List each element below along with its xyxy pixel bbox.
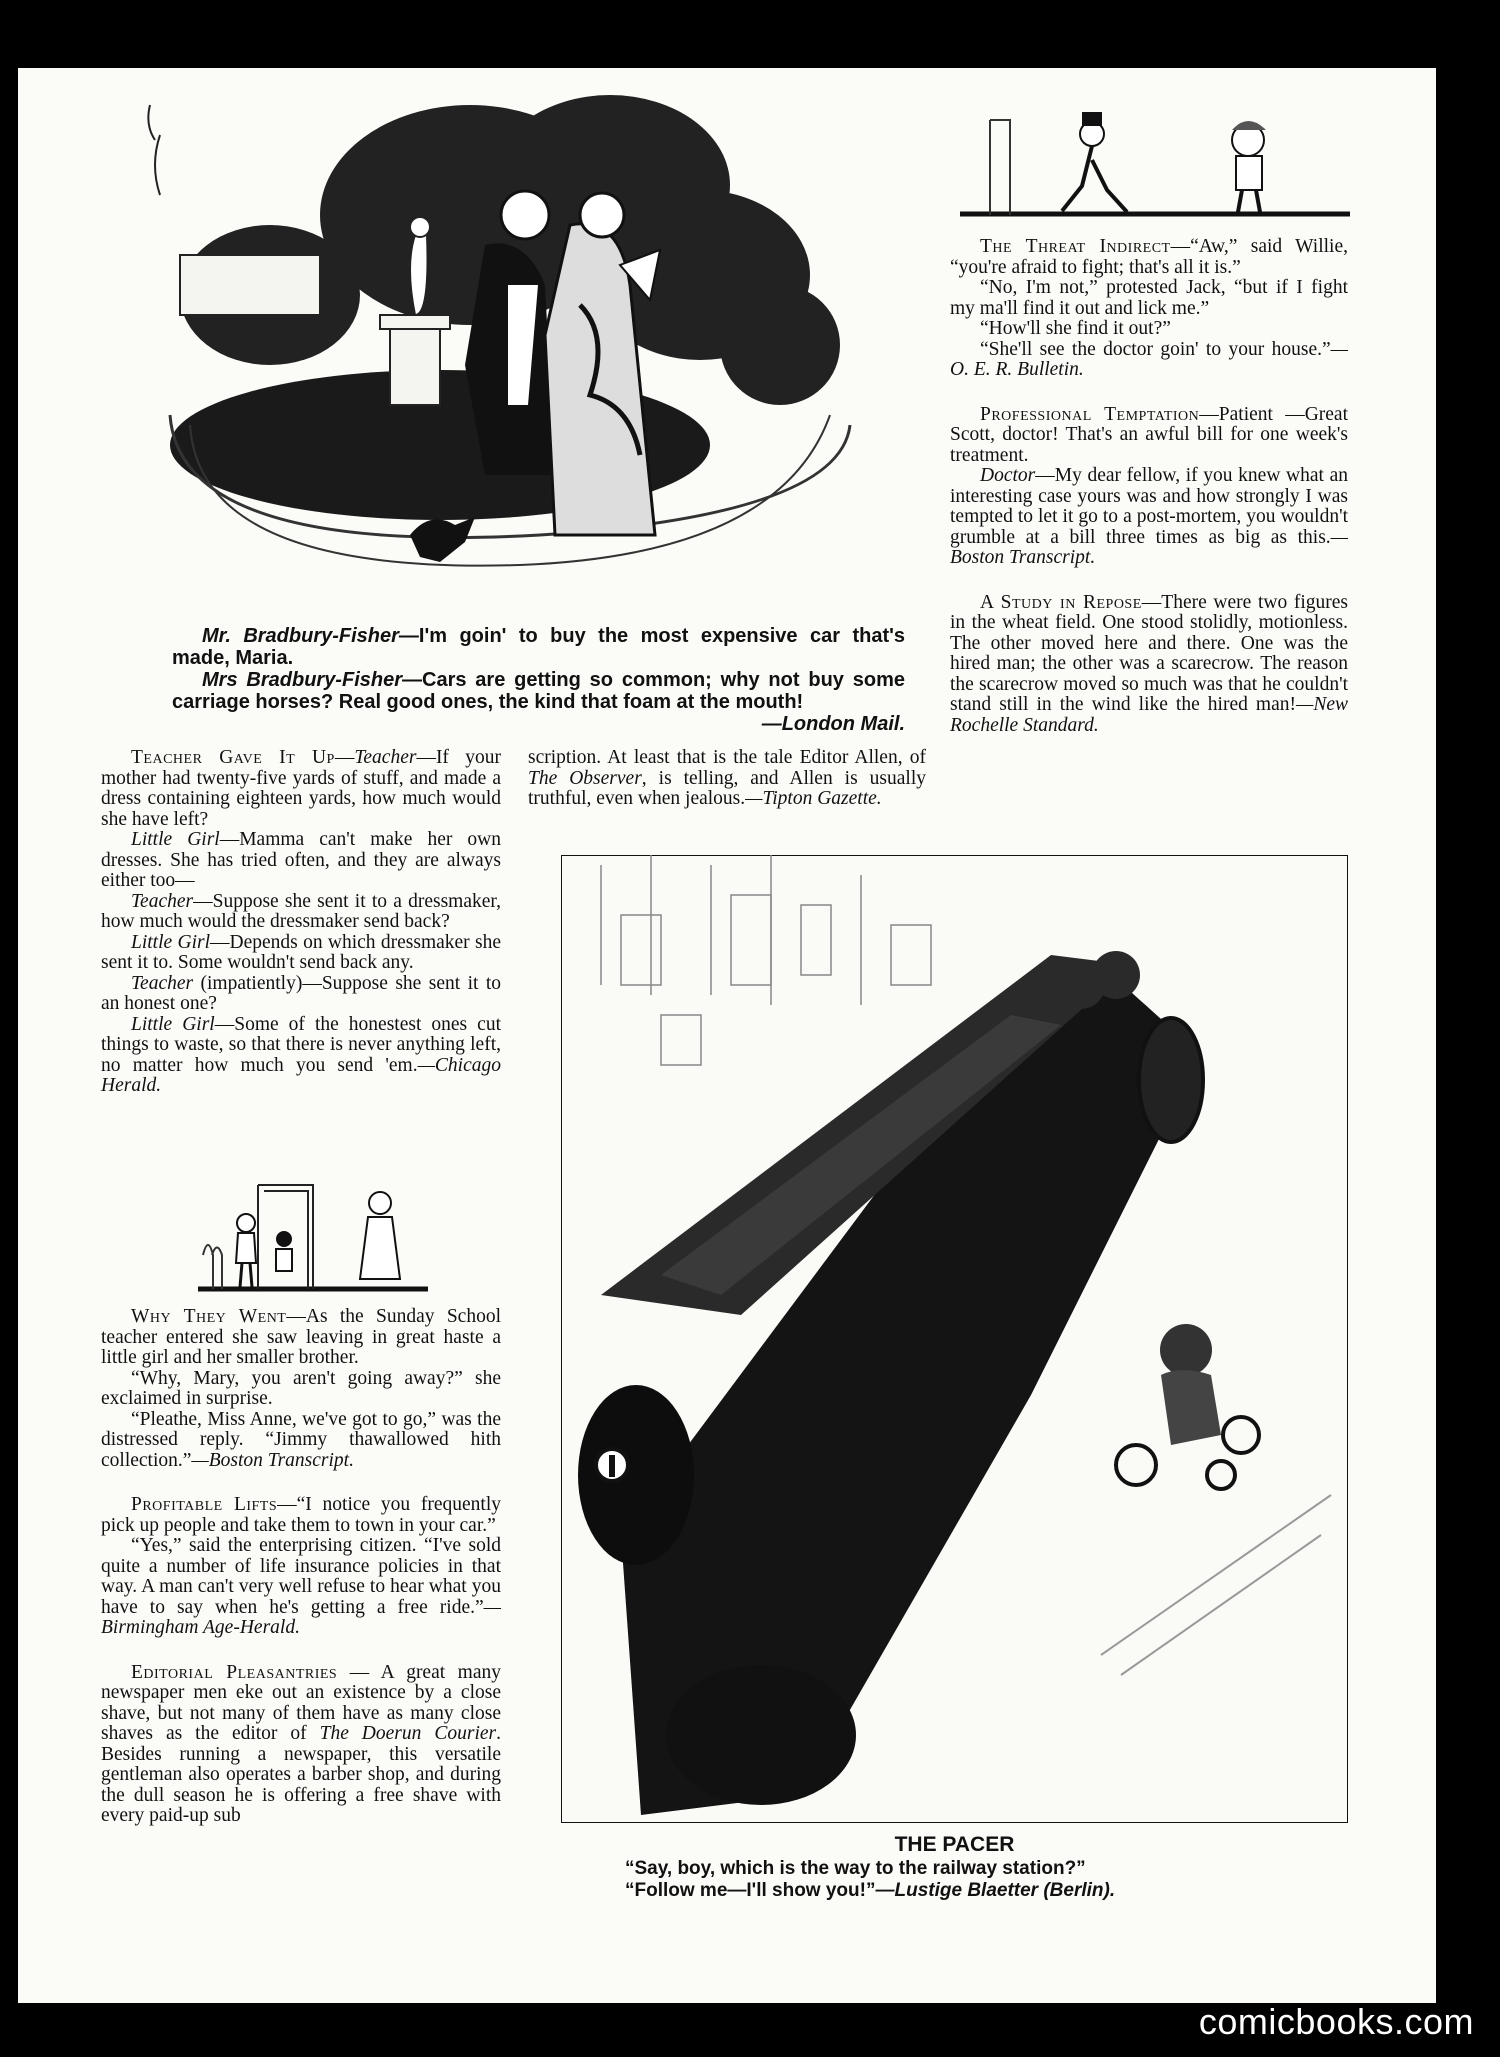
- article-text: , is telling, and Allen is usually truthful, even when jealous.: [528, 767, 926, 809]
- left-column-text-lower: [101, 1307, 501, 1843]
- editorial-pleasantries-article: [101, 1663, 501, 1827]
- article-text: scription. At least that is the tale Editor Allen, of: [528, 747, 926, 768]
- article-text: —Mamma can't make her own dresses. She has tried often, and they are always either too—: [101, 829, 501, 891]
- teacher-gave-it-up-article: Teacher Gave It Up—Teacher—If your mother had twenty-five yards of stuff, and made a dress containing eighteen yards, how much would she have left?: [101, 747, 501, 830]
- right-column-text: [950, 237, 1348, 752]
- article-source: —Boston Transcript.: [950, 526, 1348, 568]
- threat-indirect-article: [950, 237, 1348, 278]
- caption-line-2: [172, 669, 905, 713]
- article-text: —My dear fellow, if you knew what an interesting case yours was and how strongly I was tempted to let it go to a post-mortem, you wouldn't grumble at a bill three times as big as this.: [950, 465, 1348, 548]
- article-title: Editorial Pleasantries: [131, 1661, 338, 1683]
- dialogue-text: “Follow me—I'll show you!”: [625, 1880, 876, 1901]
- article-source: —Birmingham Age-Herald.: [101, 1596, 501, 1638]
- speaker-name: Mr. Bradbury-Fisher: [202, 625, 399, 647]
- pacer-line-1: “Say, boy, which is the way to the railway station?”: [625, 1858, 1086, 1879]
- article-text: —“I notice you frequently pick up people and take them to town in your car.”: [101, 1494, 502, 1536]
- article-paragraph: [101, 830, 501, 892]
- article-text: —“Aw,” said Willie, “you're afraid to fight; that's all it is.”: [950, 236, 1348, 278]
- why-they-went-article: [101, 1307, 501, 1369]
- speaker-name: Little Girl: [131, 931, 211, 953]
- article-paragraph: “How'll she find it out?”: [980, 318, 1171, 339]
- article-text: “Yes,” said the enterprising citizen. “I've sold quite a number of life insurance policies in that way. A man can't very well refuse to hear what you have to say when he's getting a free ride.”: [101, 1535, 501, 1618]
- article-source: —Boston Transcript.: [191, 1449, 354, 1471]
- editorial-continuation: [528, 748, 926, 810]
- caption-line-1: [172, 625, 905, 669]
- newspaper-name: The Doerun Courier: [319, 1723, 497, 1744]
- caption-source: —Lustige Blaetter (Berlin).: [875, 1880, 1116, 1901]
- article-text: . Besides running a newspaper, this versatile gentleman also operates a barber shop, and during the dull season he is offering a free shave with every paid-up sub: [101, 1723, 501, 1826]
- article-text: —Suppose she sent it to a dressmaker, how much would the dressmaker send back?: [101, 890, 501, 932]
- speaker-name: Teacher: [354, 747, 417, 768]
- pacer-caption: [625, 1858, 1345, 1902]
- study-in-repose-article: [950, 593, 1348, 737]
- article-source: —Tipton Gazette.: [745, 788, 882, 809]
- newspaper-name: The Observer: [528, 767, 642, 789]
- article-title: Profitable Lifts: [131, 1494, 278, 1515]
- article-paragraph: [101, 1536, 501, 1639]
- speaker-name: Doctor: [980, 465, 1036, 486]
- profitable-lifts-article: [101, 1495, 501, 1536]
- speaker-name: Little Girl: [131, 1013, 215, 1035]
- article-paragraph: [101, 1410, 501, 1472]
- article-text: —If your mother had twenty-five yards of stuff, and made a dress containing eighteen yards, how much would she have left?: [101, 747, 501, 830]
- threat-cartoon-illustration: [960, 100, 1350, 222]
- article-title: A Study in Repose: [980, 591, 1142, 613]
- article-paragraph: [101, 892, 501, 933]
- article-source: —Chicago Herald.: [101, 1054, 501, 1096]
- dialogue-text: —Cars are getting so common; why not buy some carriage horses? Real good ones, the kind that foam at the mouth!: [172, 669, 905, 713]
- article-text: “She'll see the doctor goin' to your house.”: [980, 338, 1331, 360]
- pacer-title: THE PACER: [894, 1833, 1015, 1856]
- article-text: —There were two figures in the wheat field. One stood stolidly, motionless. The other moved here and there. One was the hired man; the other was a scarecrow. The reason the scarecrow moved so much was that he couldn't stand still in the wind like the hired man!: [950, 591, 1348, 715]
- article-text: —Depends on which dressmaker she sent it to. Some wouldn't send back any.: [101, 931, 501, 973]
- article-paragraph: “No, I'm not,” protested Jack, “but if I fight my ma'll find it out and lick me.”: [950, 277, 1348, 319]
- pacer-line-2: [625, 1880, 1345, 1902]
- speaker-name: Mrs Bradbury-Fisher: [202, 669, 402, 691]
- doorway-cartoon-illustration: [198, 1175, 428, 1295]
- garden-cartoon-illustration: [140, 95, 930, 625]
- speaker-name: Teacher: [131, 972, 194, 994]
- article-title: Professional Temptation: [980, 403, 1200, 425]
- article-text: —Patient —Great Scott, doctor! That's an awful bill for one week's treatment.: [950, 403, 1348, 466]
- article-title: Teacher Gave It Up: [131, 747, 335, 768]
- article-text: (impatiently)—Suppose she sent it to an honest one?: [101, 972, 501, 1014]
- article-paragraph: [101, 933, 501, 974]
- article-source: —New Rochelle Standard.: [950, 694, 1348, 736]
- article-text: “Pleathe, Miss Anne, we've got to go,” was the distressed reply. “Jimmy thawallowed hith collection.”: [101, 1408, 501, 1471]
- professional-temptation-article: [950, 405, 1348, 467]
- site-watermark: comicbooks.com: [1198, 2001, 1474, 2042]
- article-paragraph: [950, 466, 1348, 569]
- article-title: The Threat Indirect: [980, 236, 1171, 257]
- caption-attribution: —London Mail.: [761, 713, 905, 735]
- left-column-text: [101, 748, 501, 1113]
- article-text: —Some of the honestest ones cut things to waste, so that there is never anything left, no matter how much you send 'em.: [101, 1013, 501, 1076]
- dialogue-text: —I'm goin' to buy the most expensive car that's made, Maria.: [172, 625, 905, 669]
- speaker-name: Teacher: [131, 890, 194, 912]
- article-source: —O. E. R. Bulletin.: [950, 338, 1348, 380]
- article-paragraph: [950, 340, 1348, 381]
- middle-column-text: [528, 748, 926, 826]
- article-paragraph: [101, 1015, 501, 1097]
- article-text: — A great many newspaper men eke out an existence by a close shave, but not many of them have as many close shaves as the editor of: [101, 1661, 501, 1744]
- article-paragraph: [101, 974, 501, 1015]
- speaker-name: Little Girl: [131, 829, 220, 850]
- garden-cartoon-caption: [172, 625, 905, 735]
- article-text: —As the Sunday School teacher entered she saw leaving in great haste a little girl and her smaller brother.: [101, 1306, 501, 1368]
- article-paragraph: “Why, Mary, you aren't going away?” she exclaimed in surprise.: [101, 1367, 501, 1409]
- pacer-car-illustration: [561, 855, 1348, 1823]
- article-title: Why They Went: [131, 1306, 287, 1327]
